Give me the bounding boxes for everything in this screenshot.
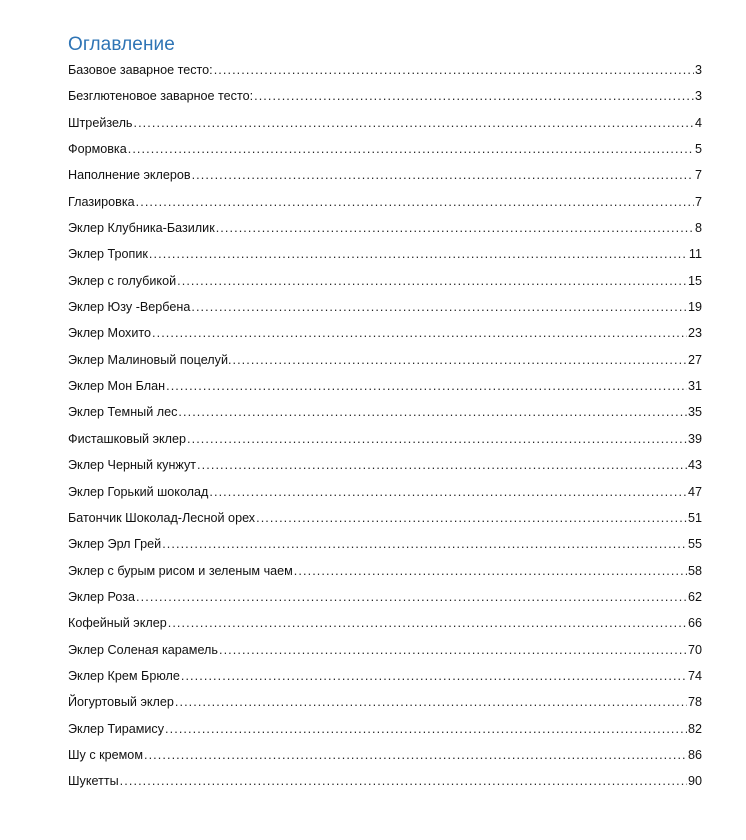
toc-entry[interactable] — [68, 455, 702, 481]
toc-entry-label: Эклер Роза — [68, 589, 136, 604]
toc-entry-label: Эклер Горький шоколад — [68, 484, 209, 499]
toc-entry-page-number: 86 — [687, 747, 702, 762]
toc-entry-label: Эклер Малиновый поцелуй. — [68, 352, 232, 367]
toc-dot-leader — [256, 508, 687, 528]
toc-dot-leader — [120, 771, 687, 791]
toc-entry-label: Йогуртовый эклер — [68, 695, 174, 710]
toc-entry-page-number: 3 — [694, 63, 702, 77]
toc-entry-page-number: 15 — [687, 273, 702, 288]
toc-entry-label: Шу с кремом — [68, 747, 143, 762]
toc-dot-leader — [214, 60, 694, 80]
toc-entry[interactable] — [68, 640, 702, 666]
toc-entry[interactable] — [68, 86, 702, 112]
toc-entry-label: Формовка — [68, 142, 127, 157]
toc-entry[interactable] — [68, 218, 702, 244]
toc-dot-leader — [232, 350, 687, 370]
toc-dot-leader — [219, 640, 687, 660]
toc-dot-leader — [177, 271, 687, 291]
toc-entry-page-number: 43 — [687, 458, 702, 473]
toc-entry-label: Эклер Темный лес — [68, 405, 178, 420]
toc-entry-label: Эклер Тропик — [68, 247, 148, 262]
toc-dot-leader — [149, 244, 688, 264]
toc-dot-leader — [162, 534, 687, 554]
toc-entry[interactable] — [68, 666, 702, 692]
toc-entry-label: Эклер Тирамису — [68, 721, 165, 736]
toc-entry-label: Эклер Клубника-Базилик — [68, 221, 215, 236]
toc-dot-leader — [254, 86, 694, 106]
toc-entry-label: Безглютеновое заварное тесто: — [68, 89, 254, 104]
toc-entry[interactable] — [68, 376, 702, 402]
toc-dot-leader — [136, 192, 694, 212]
toc-entry-page-number: 82 — [687, 721, 702, 736]
toc-dot-leader — [209, 482, 687, 502]
toc-entry-label: Штрейзель — [68, 115, 133, 130]
toc-entry-label: Эклер Соленая карамель — [68, 642, 218, 657]
toc-entry-page-number: 55 — [687, 537, 702, 552]
toc-dot-leader — [294, 561, 687, 581]
toc-dot-leader — [168, 613, 687, 633]
toc-entry[interactable] — [68, 719, 702, 745]
toc-dot-leader — [175, 692, 687, 712]
toc-entry[interactable] — [68, 60, 702, 86]
toc-entry-label: Базовое заварное тесто: — [68, 63, 213, 77]
toc-entry-label: Фисташковый эклер — [68, 431, 187, 446]
toc-entry-label: Эклер Мохито — [68, 326, 152, 341]
toc-entry-page-number: 8 — [694, 221, 702, 236]
toc-dot-leader — [187, 429, 687, 449]
toc-entry-page-number: 51 — [687, 510, 702, 525]
toc-dot-leader — [144, 745, 687, 765]
toc-entry[interactable] — [68, 165, 702, 191]
toc-entry[interactable] — [68, 561, 702, 587]
toc-entry[interactable] — [68, 534, 702, 560]
toc-entry[interactable] — [68, 587, 702, 613]
toc-dot-leader — [216, 218, 694, 238]
toc-entry[interactable] — [68, 244, 702, 270]
toc-entry-page-number: 39 — [687, 431, 702, 446]
toc-entry[interactable] — [68, 192, 702, 218]
toc-entry-page-number: 27 — [687, 352, 702, 367]
toc-entry[interactable] — [68, 271, 702, 297]
toc-entry-page-number: 74 — [687, 668, 702, 683]
toc-entry[interactable] — [68, 113, 702, 139]
toc-dot-leader — [136, 587, 687, 607]
toc-dot-leader — [197, 455, 687, 475]
toc-entry-page-number: 7 — [694, 168, 702, 183]
toc-entry-label: Эклер с бурым рисом и зеленым чаем — [68, 563, 293, 578]
toc-entry[interactable] — [68, 745, 702, 771]
toc-entry-page-number: 35 — [687, 405, 702, 420]
toc-list — [68, 60, 702, 798]
toc-entry-page-number: 4 — [694, 115, 702, 130]
toc-entry[interactable] — [68, 323, 702, 349]
toc-entry-page-number: 66 — [687, 616, 702, 631]
toc-dot-leader — [192, 165, 694, 185]
toc-entry-page-number: 90 — [687, 774, 702, 789]
toc-entry-page-number: 31 — [687, 379, 702, 394]
toc-entry-page-number: 47 — [687, 484, 702, 499]
toc-entry-page-number: 62 — [687, 589, 702, 604]
toc-entry[interactable] — [68, 402, 702, 428]
toc-entry[interactable] — [68, 139, 702, 165]
toc-entry-label: Наполнение эклеров — [68, 168, 191, 183]
toc-entry-page-number: 3 — [694, 89, 702, 104]
toc-entry[interactable] — [68, 692, 702, 718]
toc-dot-leader — [128, 139, 694, 159]
toc-entry-page-number: 70 — [687, 642, 702, 657]
toc-dot-leader — [166, 376, 687, 396]
toc-entry[interactable] — [68, 771, 702, 797]
toc-entry[interactable] — [68, 482, 702, 508]
toc-entry-label: Эклер Эрл Грей — [68, 537, 162, 552]
toc-entry-page-number: 19 — [687, 300, 702, 315]
toc-dot-leader — [165, 719, 687, 739]
toc-entry-label: Эклер Мон Блан — [68, 379, 166, 394]
toc-entry-label: Кофейный эклер — [68, 616, 167, 631]
toc-entry-page-number: 78 — [687, 695, 702, 710]
toc-dot-leader — [191, 297, 687, 317]
toc-entry-page-number: 58 — [687, 563, 702, 578]
toc-entry[interactable] — [68, 350, 702, 376]
toc-entry-label: Эклер Крем Брюле — [68, 668, 180, 683]
toc-entry[interactable] — [68, 429, 702, 455]
toc-entry-label: Шукетты — [68, 774, 119, 789]
toc-dot-leader — [181, 666, 687, 686]
toc-entry[interactable] — [68, 613, 702, 639]
toc-entry-page-number: 5 — [694, 142, 702, 157]
toc-entry[interactable] — [68, 508, 702, 534]
toc-entry-label: Эклер с голубикой — [68, 273, 177, 288]
toc-dot-leader — [133, 113, 694, 133]
toc-entry-page-number: 11 — [688, 247, 702, 262]
toc-title: Оглавление — [68, 34, 175, 55]
toc-dot-leader — [178, 402, 687, 422]
toc-entry-label: Батончик Шоколад-Лесной орех — [68, 510, 256, 525]
toc-entry-label: Глазировка — [68, 194, 135, 209]
toc-entry-page-number: 23 — [687, 326, 702, 341]
toc-dot-leader — [152, 323, 687, 343]
toc-entry[interactable] — [68, 297, 702, 323]
toc-entry-page-number: 7 — [694, 194, 702, 209]
toc-entry-label: Эклер Юзу -Вербена — [68, 300, 191, 315]
toc-entry-label: Эклер Черный кунжут — [68, 458, 197, 473]
